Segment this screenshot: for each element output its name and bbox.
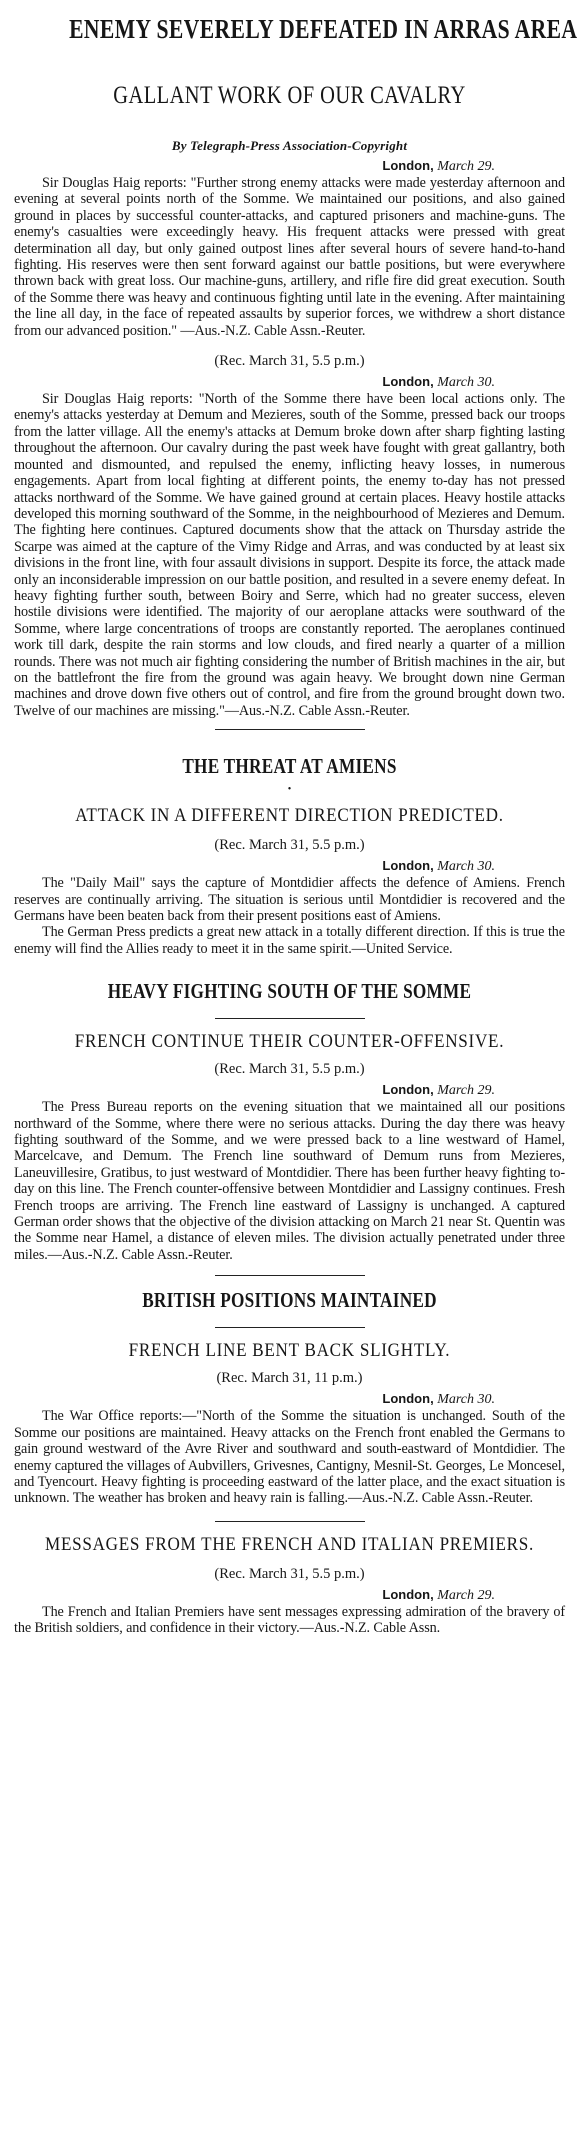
ornament: • bbox=[287, 784, 292, 796]
received-line-2: (Rec. March 31, 5.5 p.m.) bbox=[214, 837, 365, 854]
section-subheading-amiens: ATTACK IN A DIFFERENT DIRECTION PREDICTED. bbox=[75, 805, 504, 827]
received-line-4: (Rec. March 31, 11 p.m.) bbox=[216, 1370, 363, 1387]
dateline-3 bbox=[14, 858, 565, 875]
section-rule-3 bbox=[215, 1275, 365, 1276]
dateline-city: London, bbox=[382, 1586, 434, 1602]
byline: By Telegraph-Press Association-Copyright bbox=[171, 138, 408, 153]
dateline-date: March 29. bbox=[437, 1587, 495, 1603]
section-heading-somme: HEAVY FIGHTING SOUTH OF THE SOMME bbox=[107, 979, 472, 1004]
dateline-city: London, bbox=[382, 158, 434, 173]
received-line-1: (Rec. March 31, 5.5 p.m.) bbox=[214, 353, 365, 370]
section-heading-amiens: THE THREAT AT AMIENS bbox=[182, 754, 397, 779]
dateline-1 bbox=[14, 158, 565, 175]
dateline-date: March 30. bbox=[437, 375, 495, 391]
section-rule-5 bbox=[215, 1521, 365, 1522]
section-heading-premiers: MESSAGES FROM THE FRENCH AND ITALIAN PREMIERS. bbox=[45, 1533, 534, 1555]
article-amiens-para-2: The German Press predicts a great new attack in a totally different direction. If this is true the enemy will find the Allies ready to meet it in the same spirit.—United Service. bbox=[14, 924, 565, 957]
dateline-date: March 29. bbox=[437, 159, 495, 174]
dateline-city: London, bbox=[382, 1082, 434, 1098]
dateline-city: London, bbox=[382, 374, 434, 390]
section-subheading-somme: FRENCH CONTINUE THEIR COUNTER-OFFENSIVE. bbox=[74, 1031, 505, 1053]
section-subheading-british: FRENCH LINE BENT BACK SLIGHTLY. bbox=[128, 1340, 451, 1362]
dateline-5 bbox=[14, 1391, 565, 1408]
article-amiens-para-1: The "Daily Mail" says the capture of Montdidier affects the defence of Amiens. French reserves are continually arriving. The situation is serious until Montdidier is recovered and the Germans have been beaten back from their present positions east of Amiens. bbox=[14, 875, 565, 924]
headline: ENEMY SEVERELY DEFEATED IN ARRAS AREA bbox=[69, 14, 578, 44]
article-haig-1: Sir Douglas Haig reports: "Further strong enemy attacks were made yesterday afternoon and evening at several points north of the Somme. We maintained our positions, and also gained ground in places by successful counter-attacks, and captured prisoners and machine-guns. The enemy's casualties were exceedingly heavy. His frequent attacks were pressed with great determination all day, but only gained outpost lines after several hours of severe hand-to-hand fighting. His reserves were then sent forward against our battle positions, but were everywhere thrown back with great loss. Our machine-guns, artillery, and rifle fire did great execution. South of the Somme there was heavy and continuous fighting until late in the evening. After maintaining the line all day, in the face of repeated assaults by superior forces, we withdrew a short distance from our advanced position." —Aus.-N.Z. Cable Assn.-Reuter. bbox=[14, 175, 565, 339]
dateline-4 bbox=[14, 1082, 565, 1099]
dateline-city: London, bbox=[382, 858, 434, 874]
article-premiers: The French and Italian Premiers have sent messages expressing admiration of the bravery of the British soldiers, and confidence in their victory.—Aus.-N.Z. Cable Assn. bbox=[14, 1603, 565, 1637]
dateline-date: March 30. bbox=[437, 1392, 495, 1408]
dateline-date: March 29. bbox=[437, 1083, 495, 1099]
article-somme: The Press Bureau reports on the evening situation that we maintained all our positions northward of the Somme, where there were no serious attacks. During the day there was heavy fighting southward of the Somme, and we were pressed back to a line westward of Hamel, Marcelcave, and Demum. The French line southward of Demum runs from Mezieres, Laneuvillesire, Gratibus, to just westward of Montdidier. There has been further heavy fighting to-day on this line. The French counter-offensive between Montdidier and Lassigny continues. Fresh French troops are arriving. The French line eastward of Lassigny is unchanged. A captured German order shows that the objective of the division attacking on March 21 near St. Quentin was the Somme near Hamel, a distance of eleven miles. The division actually penetrated under three miles.—Aus.-N.Z. Cable Assn.-Reuter. bbox=[14, 1099, 565, 1263]
article-haig-2: Sir Douglas Haig reports: "North of the Somme there have been local actions only. The enemy's attacks yesterday at Demum and Mezieres, south of the Somme, pressed back our troops from the latter village. All the enemy's attacks at Demum broke down after sharp fighting lasting throughout the afternoon. Our cavalry during the past week have fought with great gallantry, both mounted and dismounted, and repulsed the enemy, inflicting heavy losses, in numerous engagements. Apart from local fighting at different points, the enemy to-day has not pressed attacks northward of the Somme. We have gained ground at certain places. Heavy hostile attacks developed this morning southward of the Somme, in the neighbourhood of Mezieres and Demum. The fighting here continues. Captured documents show that the attack on Thursday astride the Scarpe was aimed at the capture of the Vimy Ridge and Arras, and was conducted by at least six divisions in the front line, with four assault divisions in support. Despite its force, the attack made only an inconsiderable impression on our battle position, and resulted in a severe enemy defeat. In heavy fighting further south, between Boiry and Serre, which had no greater success, eleven hostile divisions were identified. The majority of our aeroplane attacks were southward of the Somme, where large concentrations of troops are constantly reported. The aeroplanes continued work till dark, despite the rain storms and low clouds, and fired nearly a quarter of a million rounds. There was not much air fighting considering the number of British machines in the air, but on the battlefront the fire from the ground was again heavy. We brought down nine German machines and drove down five others out of control, and fire from the ground brought down two. Twelve of our machines are missing."—Aus.-N.Z. Cable Assn.-Reuter. bbox=[14, 391, 565, 719]
dateline-6 bbox=[14, 1587, 565, 1604]
dateline-date: March 30. bbox=[437, 859, 495, 875]
dateline-2 bbox=[14, 374, 565, 391]
dateline-city: London, bbox=[382, 1391, 434, 1407]
received-line-3: (Rec. March 31, 5.5 p.m.) bbox=[214, 1061, 365, 1078]
article-british: The War Office reports:—"North of the Somme the situation is unchanged. South of the Somme our positions are maintained. Heavy attacks on the French front enabled the Germans to gain ground westward of the Avre River and southward and south-eastward of Montdidier. The enemy captured the villages of Aubvillers, Grivesnes, Cantigny, Mesnil-St. Georges, Le Moncesel, and Tyencourt. Heavy fighting is proceeding eastward of the latter place, and the exact situation is unknown. The weather has broken and heavy rain is falling.—Aus.-N.Z. Cable Assn.-Reuter. bbox=[14, 1408, 565, 1507]
section-rule-1 bbox=[215, 729, 365, 730]
section-heading-british: BRITISH POSITIONS MAINTAINED bbox=[142, 1288, 437, 1313]
subheadline: GALLANT WORK OF OUR CAVALRY bbox=[113, 82, 466, 109]
received-line-5: (Rec. March 31, 5.5 p.m.) bbox=[214, 1565, 365, 1582]
section-rule-4 bbox=[215, 1327, 365, 1328]
section-rule-2 bbox=[215, 1018, 365, 1019]
